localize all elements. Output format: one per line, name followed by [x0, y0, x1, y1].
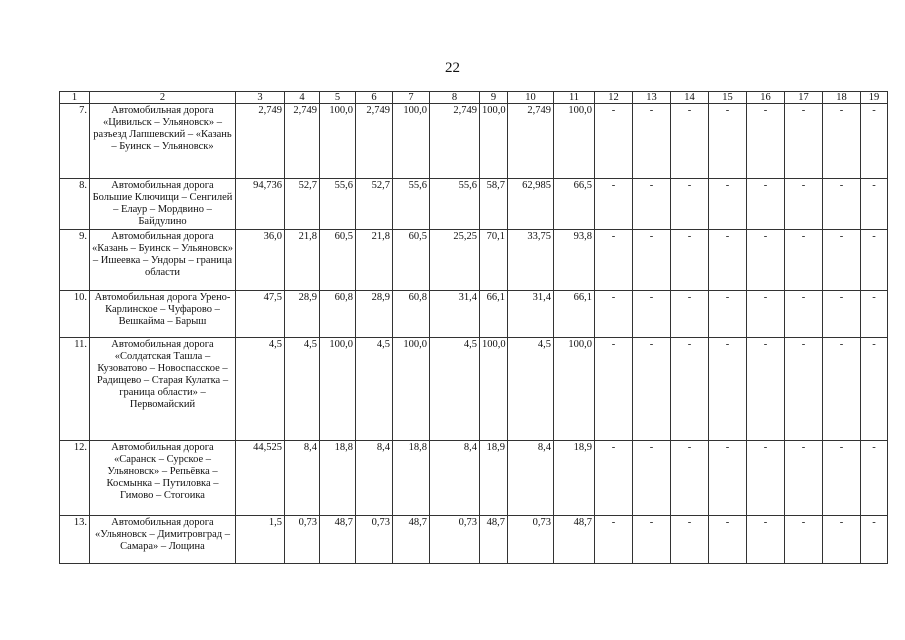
value-cell: 28,9 [356, 291, 393, 338]
dash-cell: - [747, 291, 785, 338]
dash-cell: - [595, 104, 633, 179]
header-cell: 7 [393, 92, 430, 104]
value-cell: 55,6 [430, 179, 480, 230]
value-cell: 66,5 [554, 179, 595, 230]
value-cell: 100,0 [554, 338, 595, 441]
value-cell: 4,5 [430, 338, 480, 441]
dash-cell: - [595, 291, 633, 338]
dash-cell: - [747, 104, 785, 179]
value-cell: 60,8 [393, 291, 430, 338]
value-cell: 0,73 [430, 516, 480, 564]
value-cell: 60,5 [393, 230, 430, 291]
dash-cell: - [861, 230, 888, 291]
value-cell: 55,6 [393, 179, 430, 230]
dash-cell: - [633, 441, 671, 516]
value-cell: 2,749 [508, 104, 554, 179]
dash-cell: - [785, 104, 823, 179]
value-cell: 94,736 [236, 179, 285, 230]
value-cell: 18,8 [320, 441, 356, 516]
header-cell: 11 [554, 92, 595, 104]
dash-cell: - [671, 104, 709, 179]
dash-cell: - [823, 441, 861, 516]
dash-cell: - [633, 291, 671, 338]
value-cell: 100,0 [393, 104, 430, 179]
value-cell: 55,6 [320, 179, 356, 230]
dash-cell: - [709, 516, 747, 564]
dash-cell: - [861, 338, 888, 441]
value-cell: 28,9 [285, 291, 320, 338]
header-cell: 19 [861, 92, 888, 104]
value-cell: 21,8 [285, 230, 320, 291]
road-name: Автомобильная дорога «Ульяновск – Димитровград – Самара» – Лощина [90, 516, 236, 564]
dash-cell: - [823, 179, 861, 230]
row-number: 9. [60, 230, 90, 291]
dash-cell: - [747, 230, 785, 291]
dash-cell: - [709, 104, 747, 179]
row-number: 8. [60, 179, 90, 230]
value-cell: 47,5 [236, 291, 285, 338]
dash-cell: - [785, 338, 823, 441]
table-row [60, 179, 888, 230]
header-cell: 12 [595, 92, 633, 104]
header-cell: 8 [430, 92, 480, 104]
dash-cell: - [671, 230, 709, 291]
value-cell: 4,5 [285, 338, 320, 441]
value-cell: 100,0 [393, 338, 430, 441]
value-cell: 25,25 [430, 230, 480, 291]
value-cell: 8,4 [430, 441, 480, 516]
table-row [60, 291, 888, 338]
dash-cell: - [861, 104, 888, 179]
value-cell: 66,1 [554, 291, 595, 338]
road-name: Автомобильная дорога «Цивильск – Ульяновск» – разъезд Лапшевский – «Казань – Буинск – Ульяновск» [90, 104, 236, 179]
value-cell: 100,0 [480, 338, 508, 441]
value-cell: 33,75 [508, 230, 554, 291]
dash-cell: - [671, 516, 709, 564]
page-number: 22 [445, 60, 460, 76]
dash-cell: - [823, 338, 861, 441]
dash-cell: - [747, 338, 785, 441]
row-number: 13. [60, 516, 90, 564]
header-cell: 14 [671, 92, 709, 104]
road-name: Автомобильная дорога «Саранск – Сурское – Ульяновск» – Репьёвка – Космынка – Путиловка – Гимово – Стогоика [90, 441, 236, 516]
row-number: 7. [60, 104, 90, 179]
table-row [60, 230, 888, 291]
value-cell: 60,8 [320, 291, 356, 338]
dash-cell: - [595, 441, 633, 516]
dash-cell: - [709, 338, 747, 441]
value-cell: 100,0 [320, 104, 356, 179]
value-cell: 0,73 [285, 516, 320, 564]
value-cell: 100,0 [554, 104, 595, 179]
value-cell: 4,5 [236, 338, 285, 441]
header-cell: 4 [285, 92, 320, 104]
value-cell: 66,1 [480, 291, 508, 338]
value-cell: 0,73 [508, 516, 554, 564]
value-cell: 18,9 [554, 441, 595, 516]
value-cell: 52,7 [285, 179, 320, 230]
dash-cell: - [633, 179, 671, 230]
value-cell: 8,4 [285, 441, 320, 516]
table-row [60, 441, 888, 516]
value-cell: 60,5 [320, 230, 356, 291]
dash-cell: - [861, 291, 888, 338]
dash-cell: - [861, 516, 888, 564]
value-cell: 4,5 [508, 338, 554, 441]
dash-cell: - [671, 291, 709, 338]
header-row [60, 92, 888, 104]
value-cell: 93,8 [554, 230, 595, 291]
dash-cell: - [823, 516, 861, 564]
value-cell: 2,749 [236, 104, 285, 179]
dash-cell: - [633, 104, 671, 179]
value-cell: 48,7 [554, 516, 595, 564]
dash-cell: - [633, 516, 671, 564]
header-cell: 15 [709, 92, 747, 104]
road-name: Автомобильная дорога «Казань – Буинск – Ульяновск» – Ишеевка – Ундоры – граница области [90, 230, 236, 291]
roads-table [59, 91, 888, 564]
value-cell: 48,7 [393, 516, 430, 564]
value-cell: 8,4 [356, 441, 393, 516]
dash-cell: - [823, 104, 861, 179]
value-cell: 31,4 [508, 291, 554, 338]
value-cell: 44,525 [236, 441, 285, 516]
table-row [60, 516, 888, 564]
road-name: Автомобильная дорога «Солдатская Ташла – Кузоватово – Новоспасское – Радищево – Старая Кулатка – граница области» – Первомайский [90, 338, 236, 441]
dash-cell: - [709, 230, 747, 291]
road-name: Автомобильная дорога Большие Ключищи – Сенгилей – Елаур – Мордвино – Байдулино [90, 179, 236, 230]
value-cell: 4,5 [356, 338, 393, 441]
value-cell: 62,985 [508, 179, 554, 230]
dash-cell: - [633, 338, 671, 441]
value-cell: 2,749 [285, 104, 320, 179]
value-cell: 58,7 [480, 179, 508, 230]
dash-cell: - [595, 338, 633, 441]
header-cell: 2 [90, 92, 236, 104]
value-cell: 1,5 [236, 516, 285, 564]
row-number: 12. [60, 441, 90, 516]
dash-cell: - [747, 516, 785, 564]
value-cell: 70,1 [480, 230, 508, 291]
value-cell: 8,4 [508, 441, 554, 516]
dash-cell: - [861, 179, 888, 230]
road-name: Автомобильная дорога Урено-Карлинское – Чуфарово – Вешкайма – Барыш [90, 291, 236, 338]
dash-cell: - [747, 441, 785, 516]
dash-cell: - [595, 179, 633, 230]
row-number: 10. [60, 291, 90, 338]
dash-cell: - [671, 179, 709, 230]
value-cell: 18,8 [393, 441, 430, 516]
value-cell: 18,9 [480, 441, 508, 516]
table-row [60, 104, 888, 179]
table-row [60, 338, 888, 441]
dash-cell: - [785, 179, 823, 230]
dash-cell: - [709, 291, 747, 338]
dash-cell: - [595, 230, 633, 291]
value-cell: 100,0 [320, 338, 356, 441]
value-cell: 31,4 [430, 291, 480, 338]
dash-cell: - [671, 441, 709, 516]
header-cell: 6 [356, 92, 393, 104]
row-number: 11. [60, 338, 90, 441]
dash-cell: - [785, 291, 823, 338]
dash-cell: - [671, 338, 709, 441]
value-cell: 21,8 [356, 230, 393, 291]
header-cell: 18 [823, 92, 861, 104]
dash-cell: - [785, 230, 823, 291]
dash-cell: - [709, 441, 747, 516]
value-cell: 100,0 [480, 104, 508, 179]
header-cell: 13 [633, 92, 671, 104]
dash-cell: - [823, 230, 861, 291]
value-cell: 36,0 [236, 230, 285, 291]
value-cell: 48,7 [320, 516, 356, 564]
dash-cell: - [785, 441, 823, 516]
header-cell: 5 [320, 92, 356, 104]
dash-cell: - [595, 516, 633, 564]
header-cell: 3 [236, 92, 285, 104]
value-cell: 2,749 [430, 104, 480, 179]
value-cell: 0,73 [356, 516, 393, 564]
dash-cell: - [747, 179, 785, 230]
value-cell: 2,749 [356, 104, 393, 179]
dash-cell: - [861, 441, 888, 516]
header-cell: 16 [747, 92, 785, 104]
header-cell: 17 [785, 92, 823, 104]
header-cell: 9 [480, 92, 508, 104]
dash-cell: - [709, 179, 747, 230]
dash-cell: - [785, 516, 823, 564]
dash-cell: - [633, 230, 671, 291]
value-cell: 48,7 [480, 516, 508, 564]
header-cell: 10 [508, 92, 554, 104]
header-cell: 1 [60, 92, 90, 104]
value-cell: 52,7 [356, 179, 393, 230]
dash-cell: - [823, 291, 861, 338]
